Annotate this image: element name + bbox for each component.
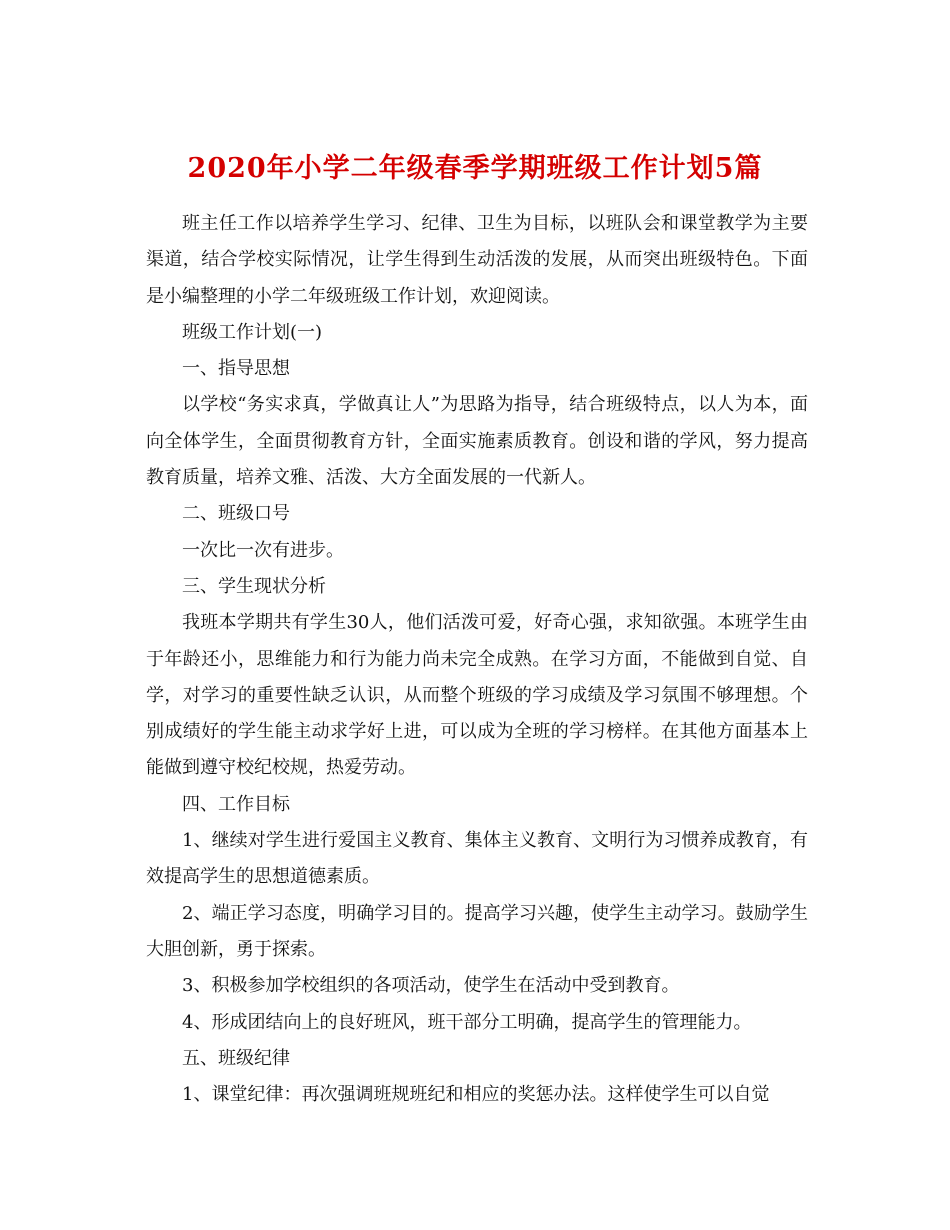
work-goal-item: 3、积极参加学校组织的各项活动，使学生在活动中受到教育。: [182, 975, 680, 997]
class-slogan-paragraph: 一次比一次有进步。: [182, 539, 344, 561]
section-heading-class-discipline: 五、班级纪律: [182, 1047, 290, 1069]
section-heading-class-slogan: 二、班级口号: [182, 503, 290, 525]
document-body: [146, 206, 808, 1113]
discipline-item: 1、课堂纪律：再次强调班规班纪和相应的奖惩办法。这样使学生可以自觉: [182, 1084, 770, 1106]
plan-heading: 班级工作计划(一): [182, 321, 323, 343]
section-heading-student-analysis: 三、学生现状分析: [182, 575, 326, 597]
work-goal-item: 4、形成团结向上的良好班风，班干部分工明确，提高学生的管理能力。: [182, 1011, 752, 1033]
work-goal-item: 1、继续对学生进行爱国主义教育、集体主义教育、文明行为习惯养成教育，有效提高学生的思想道德素质。: [146, 830, 808, 888]
work-goal-item: 2、端正学习态度，明确学习目的。提高学习兴趣，使学生主动学习。鼓励学生大胆创新，勇于探索。: [146, 902, 808, 960]
guiding-idea-paragraph: 以学校“务实求真，学做真让人”为思路为指导，结合班级特点，以人为本，面向全体学生，全面贯彻教育方针，全面实施素质教育。创设和谐的学风，努力提高教育质量，培养文雅、活泼、大方全面发展的一代新人。: [146, 394, 808, 489]
document-title: 2020年小学二年级春季学期班级工作计划5篇: [187, 153, 763, 185]
section-heading-work-goals: 四、工作目标: [182, 793, 290, 815]
section-heading-guiding-idea: 一、指导思想: [182, 358, 290, 380]
intro-paragraph: 班主任工作以培养学生学习、纪律、卫生为目标，以班队会和课堂教学为主要渠道，结合学校实际情况，让学生得到生动活泼的发展，从而突出班级特色。下面是小编整理的小学二年级班级工作计划，欢迎阅读。: [146, 213, 808, 307]
student-analysis-paragraph: 我班本学期共有学生30人，他们活泼可爱，好奇心强，求知欲强。本班学生由于年龄还小，思维能力和行为能力尚未完全成熟。在学习方面，不能做到自觉、自学，对学习的重要性缺乏认识，从而整个班级的学习成绩及学习氛围不够理想。个别成绩好的学生能主动求学好上进，可以成为全班的学习榜样。在其他方面基本上能做到遵守校纪校规，热爱劳动。: [146, 612, 808, 779]
